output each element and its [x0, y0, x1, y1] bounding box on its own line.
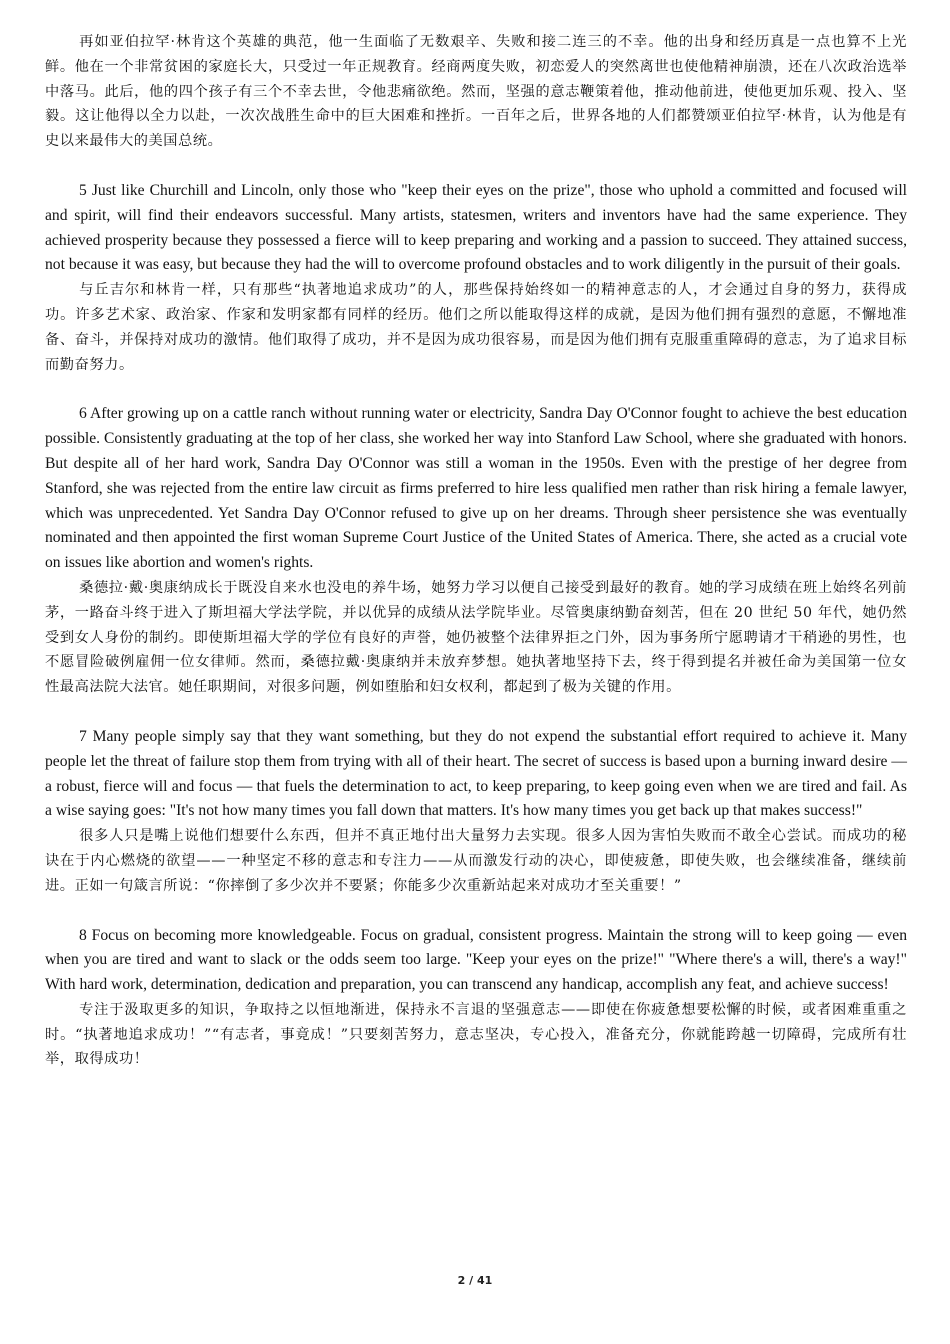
paragraph-gap: [45, 700, 907, 725]
page-number: 2 / 41: [457, 1274, 493, 1287]
paragraph-4-zh: 再如亚伯拉罕·林肯这个英雄的典范，他一生面临了无数艰辛、失败和接二连三的不幸。他的出身和经历真是一点也算不上光鲜。他在一个非常贫困的家庭长大，只受过一年正规教育。经商两度失败，初恋爱人的突然离世也使他精神崩溃，还在八次政治选举中落马。此后，他的四个孩子有三个不幸去世，令他悲痛欲绝。然而，坚强的意志鞭策着他，推动他前进，使他更加乐观、投入、坚毅。这让他得以全力以赴，一次次战胜生命中的巨大困难和挫折。一百年之后，世界各地的人们都赞颂亚伯拉罕·林肯，认为他是有史以来最伟大的美国总统。: [45, 34, 907, 150]
paragraph-gap: [45, 899, 907, 924]
paragraph-6-en: 6 After growing up on a cattle ranch without running water or electricity, Sandra Day O'Connor fought to achieve the best education possible. Consistently graduating at the top of her class, she worked her way into Stanford Law School, where she graduated with honors. But despite all of her hard work, Sandra Day O'Connor was still a woman in the 1950s. Even with the prestige of her degree from Stanford, she was rejected from the entire law circuit as firms preferred to hire less qualified men rather than risk hiring a female lawyer, which was unprecedented. Yet Sandra Day O'Connor refused to give up on her dreams. Through sheer persistence she was eventually nominated and then appointed the first woman Supreme Court Justice of the United States of America. There, she acted as a crucial vote on issues like abortion and women's rights.: [45, 405, 907, 572]
paragraph-7-en: 7 Many people simply say that they want something, but they do not expend the substantial effort required to achieve it. Many people let the threat of failure stop them from trying with all of their heart. The secret of success is based upon a burning inward desire — a robust, fierce will and focus — that fuels the determination to act, to keep preparing, to keep going even when we are tired and fail. As a wise saying goes: "It's not how many times you fall down that matters. It's how many times you get back up that makes success!": [45, 727, 907, 820]
paragraph-7-zh: 很多人只是嘴上说他们想要什么东西，但并不真正地付出大量努力去实现。很多人因为害怕失败而不敢全心尝试。而成功的秘诀在于内心燃烧的欲望——一种坚定不移的意志和专注力——从而激发行动的决心，即使疲惫，即使失败，也会继续准备，继续前进。正如一句箴言所说：“你摔倒了多少次并不要紧；你能多少次重新站起来对成功才至关重要！”: [45, 828, 907, 894]
document-body: [45, 30, 907, 1072]
paragraph-gap: [45, 377, 907, 402]
paragraph-8-zh: 专注于汲取更多的知识，争取持之以恒地渐进，保持永不言退的坚强意志——即使在你疲惫想要松懈的时候，或者困难重重之时。“执著地追求成功！”“有志者，事竟成！”只要刻苦努力，意志坚决，专心投入，准备充分，你就能跨越一切障碍，完成所有壮举，取得成功！: [45, 1001, 907, 1068]
paragraph-5-en: 5 Just like Churchill and Lincoln, only those who "keep their eyes on the prize", those who uphold a committed and focused will and spirit, will find their endeavors successful. Many artists, statesmen, writers and inventors have had the same experience. They achieved prosperity because they possessed a fierce will to keep preparing and working and a passion to succeed. They attained success, not because it was easy, but because they had the will to overcome profound obstacles and to work diligently in the pursuit of their goals.: [45, 181, 907, 274]
paragraph-8-en: 8 Focus on becoming more knowledgeable. Focus on gradual, consistent progress. Maintain the strong will to keep going — even when you are tired and want to slack or the odds seem too large. "Keep your eyes on the prize!" "Where there's a will, there's a way!" With hard work, determination, dedication and preparation, you can transcend any handicap, accomplish any feat, and achieve success!: [45, 926, 907, 994]
paragraph-gap: [45, 154, 907, 179]
paragraph-5-zh: 与丘吉尔和林肯一样，只有那些“执著地追求成功”的人，那些保持始终如一的精神意志的人，才会通过自身的努力，获得成功。许多艺术家、政治家、作家和发明家都有同样的经历。他们之所以能取得这样的成就，是因为他们拥有强烈的意愿，不懈地准备、奋斗，并保持对成功的激情。他们取得了成功，并不是因为成功很容易，而是因为他们拥有克服重重障碍的意志，为了追求目标而勤奋努力。: [45, 282, 907, 373]
paragraph-6-zh: 桑德拉·戴·奥康纳成长于既没自来水也没电的养牛场，她努力学习以便自己接受到最好的教育。她的学习成绩在班上始终名列前茅，一路奋斗终于进入了斯坦福大学法学院，并以优异的成绩从法学院毕业。尽管奥康纳勤奋刻苦，但在 20 世纪 50 年代，她仍然受到女人身份的制约。即使斯坦福大学的学位有良好的声誉，她仍被整个法律界拒之门外，因为事务所宁愿聘请才干稍逊的男性，也不愿冒险破例雇佣一位女律师。然而，桑德拉戴·奥康纳并未放弃梦想。她执著地坚持下去，终于得到提名并被任命为美国第一位女性最高法院大法官。她任职期间，对很多问题，例如堕胎和妇女权利，都起到了极为关键的作用。: [45, 579, 907, 696]
